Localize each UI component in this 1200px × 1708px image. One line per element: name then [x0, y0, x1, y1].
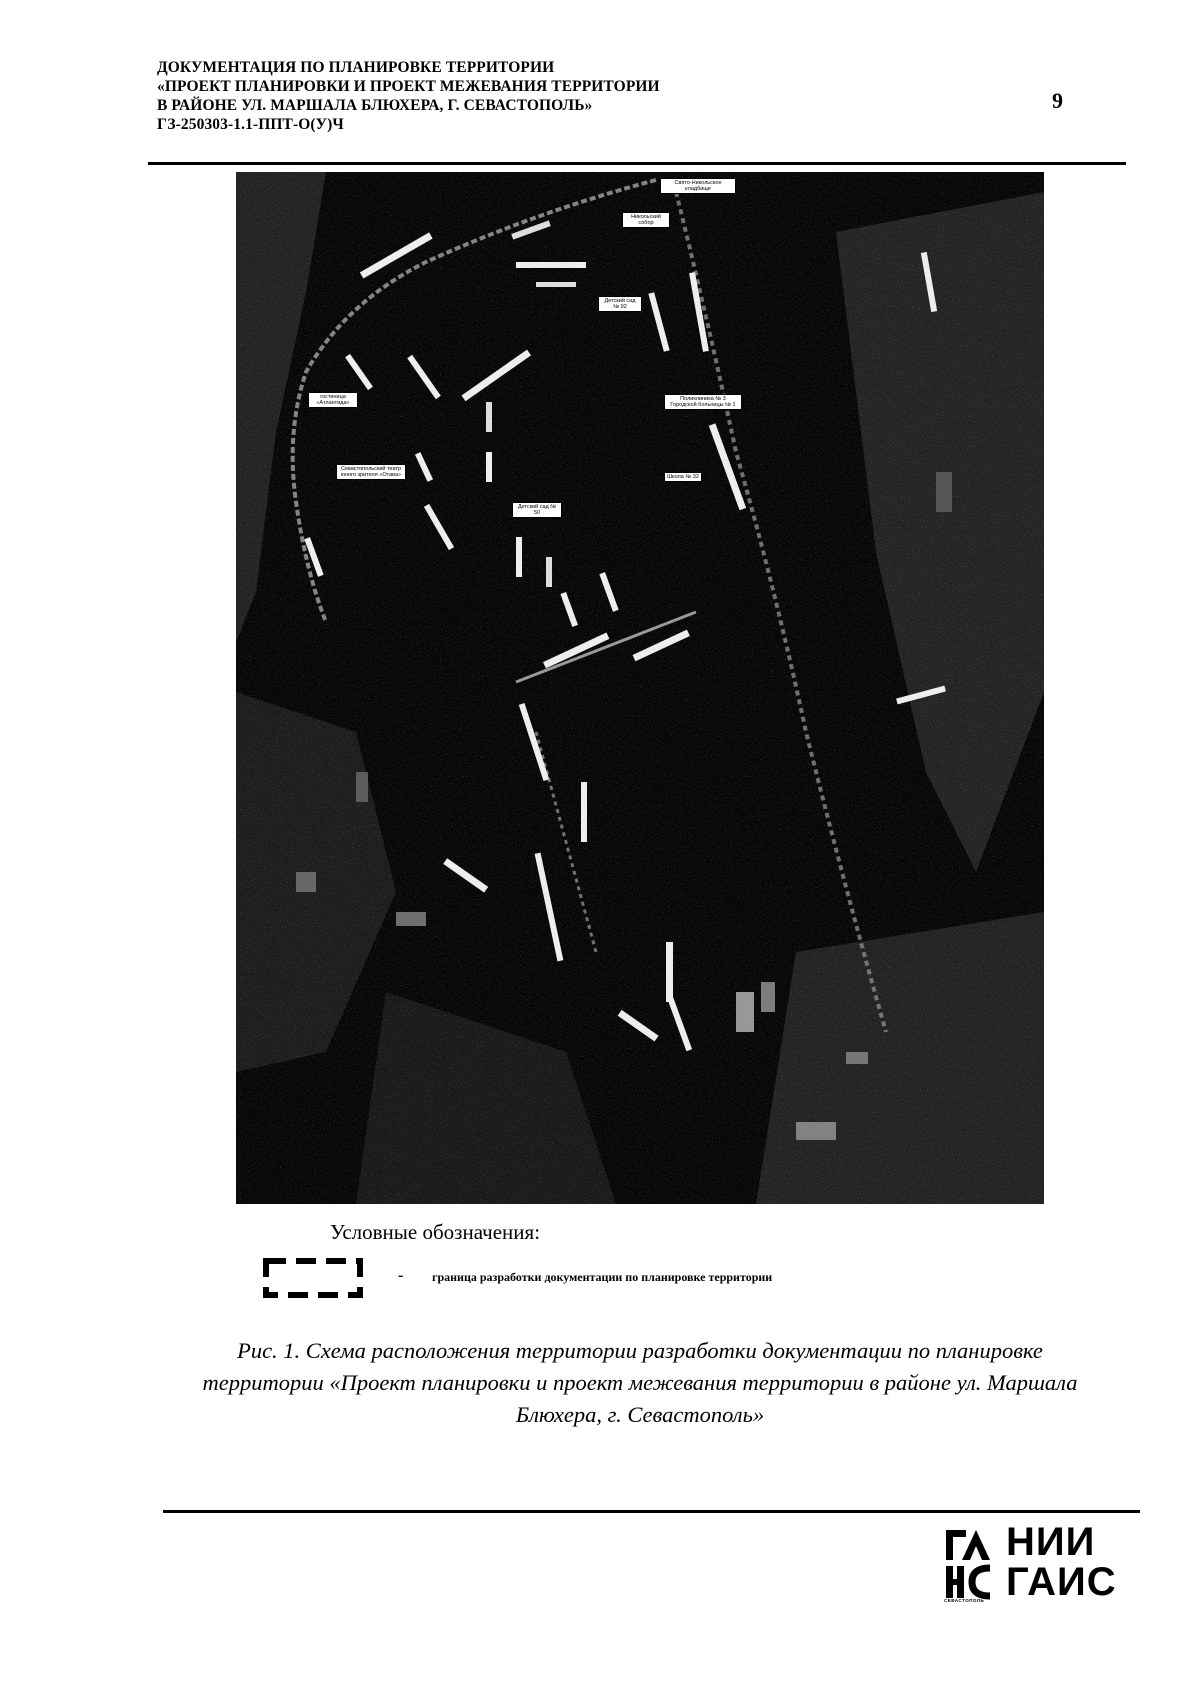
- legend-row: [262, 1255, 962, 1301]
- header-line-4: ГЗ-250303-1.1-ППТ-О(У)Ч: [157, 116, 344, 133]
- caption-line-3: Блюхера, г. Севастополь»: [515, 1402, 765, 1427]
- satellite-map: [236, 172, 1044, 1204]
- legend-boundary-label: граница разработки документации по планировке территории: [432, 1270, 773, 1284]
- logo-line-2: ГАИС: [1006, 1560, 1117, 1604]
- logo-small-text: СЕВАСТОПОЛЬ: [944, 1598, 985, 1603]
- label-theatre: Севастопольский театр юного зрителя «Отава»: [336, 464, 406, 480]
- label-cathedral: Никольский собор: [622, 212, 670, 228]
- page-number: 9: [1052, 88, 1063, 113]
- logo-line-1: НИИ: [1006, 1520, 1096, 1564]
- label-cemetery: Свято-Никольское кладбище: [660, 178, 736, 194]
- footer-rule: [163, 1510, 1140, 1513]
- company-logo: [944, 1522, 1124, 1606]
- logo-mark-icon: [944, 1526, 1000, 1602]
- header-line-2: «ПРОЕКТ ПЛАНИРОВКИ И ПРОЕКТ МЕЖЕВАНИЯ ТЕРРИТОРИИ: [157, 78, 660, 95]
- logo-text: [1006, 1522, 1117, 1602]
- caption-line-1: Рис. 1. Схема расположения территории разработки документации по планировке: [237, 1338, 1043, 1363]
- caption-line-2: территории «Проект планировки и проект межевания территории в районе ул. Маршала: [202, 1370, 1078, 1395]
- label-clinic: Поликлиника № 3 Городской больницы № 1: [664, 394, 742, 410]
- header-line-3: В РАЙОНЕ УЛ. МАРШАЛА БЛЮХЕРА, Г. СЕВАСТОПОЛЬ»: [157, 97, 593, 114]
- label-school-32: Школа № 32: [664, 472, 702, 482]
- label-hotel: гостиница «Атлантида»: [308, 392, 358, 408]
- header-line-1: ДОКУМЕНТАЦИЯ ПО ПЛАНИРОВКЕ ТЕРРИТОРИИ: [157, 59, 555, 76]
- legend-dash: -: [398, 1267, 404, 1284]
- document-header: [157, 58, 777, 134]
- legend-title: Условные обозначения:: [330, 1220, 541, 1244]
- boundary-legend-symbol: [262, 1255, 366, 1301]
- header-rule: [148, 162, 1126, 165]
- figure-caption: [180, 1335, 1100, 1431]
- label-kindergarten-50: Детский сад № 50: [512, 502, 562, 518]
- label-kindergarten-92: Детский сад № 92: [598, 296, 642, 312]
- map-imagery: [236, 172, 1044, 1204]
